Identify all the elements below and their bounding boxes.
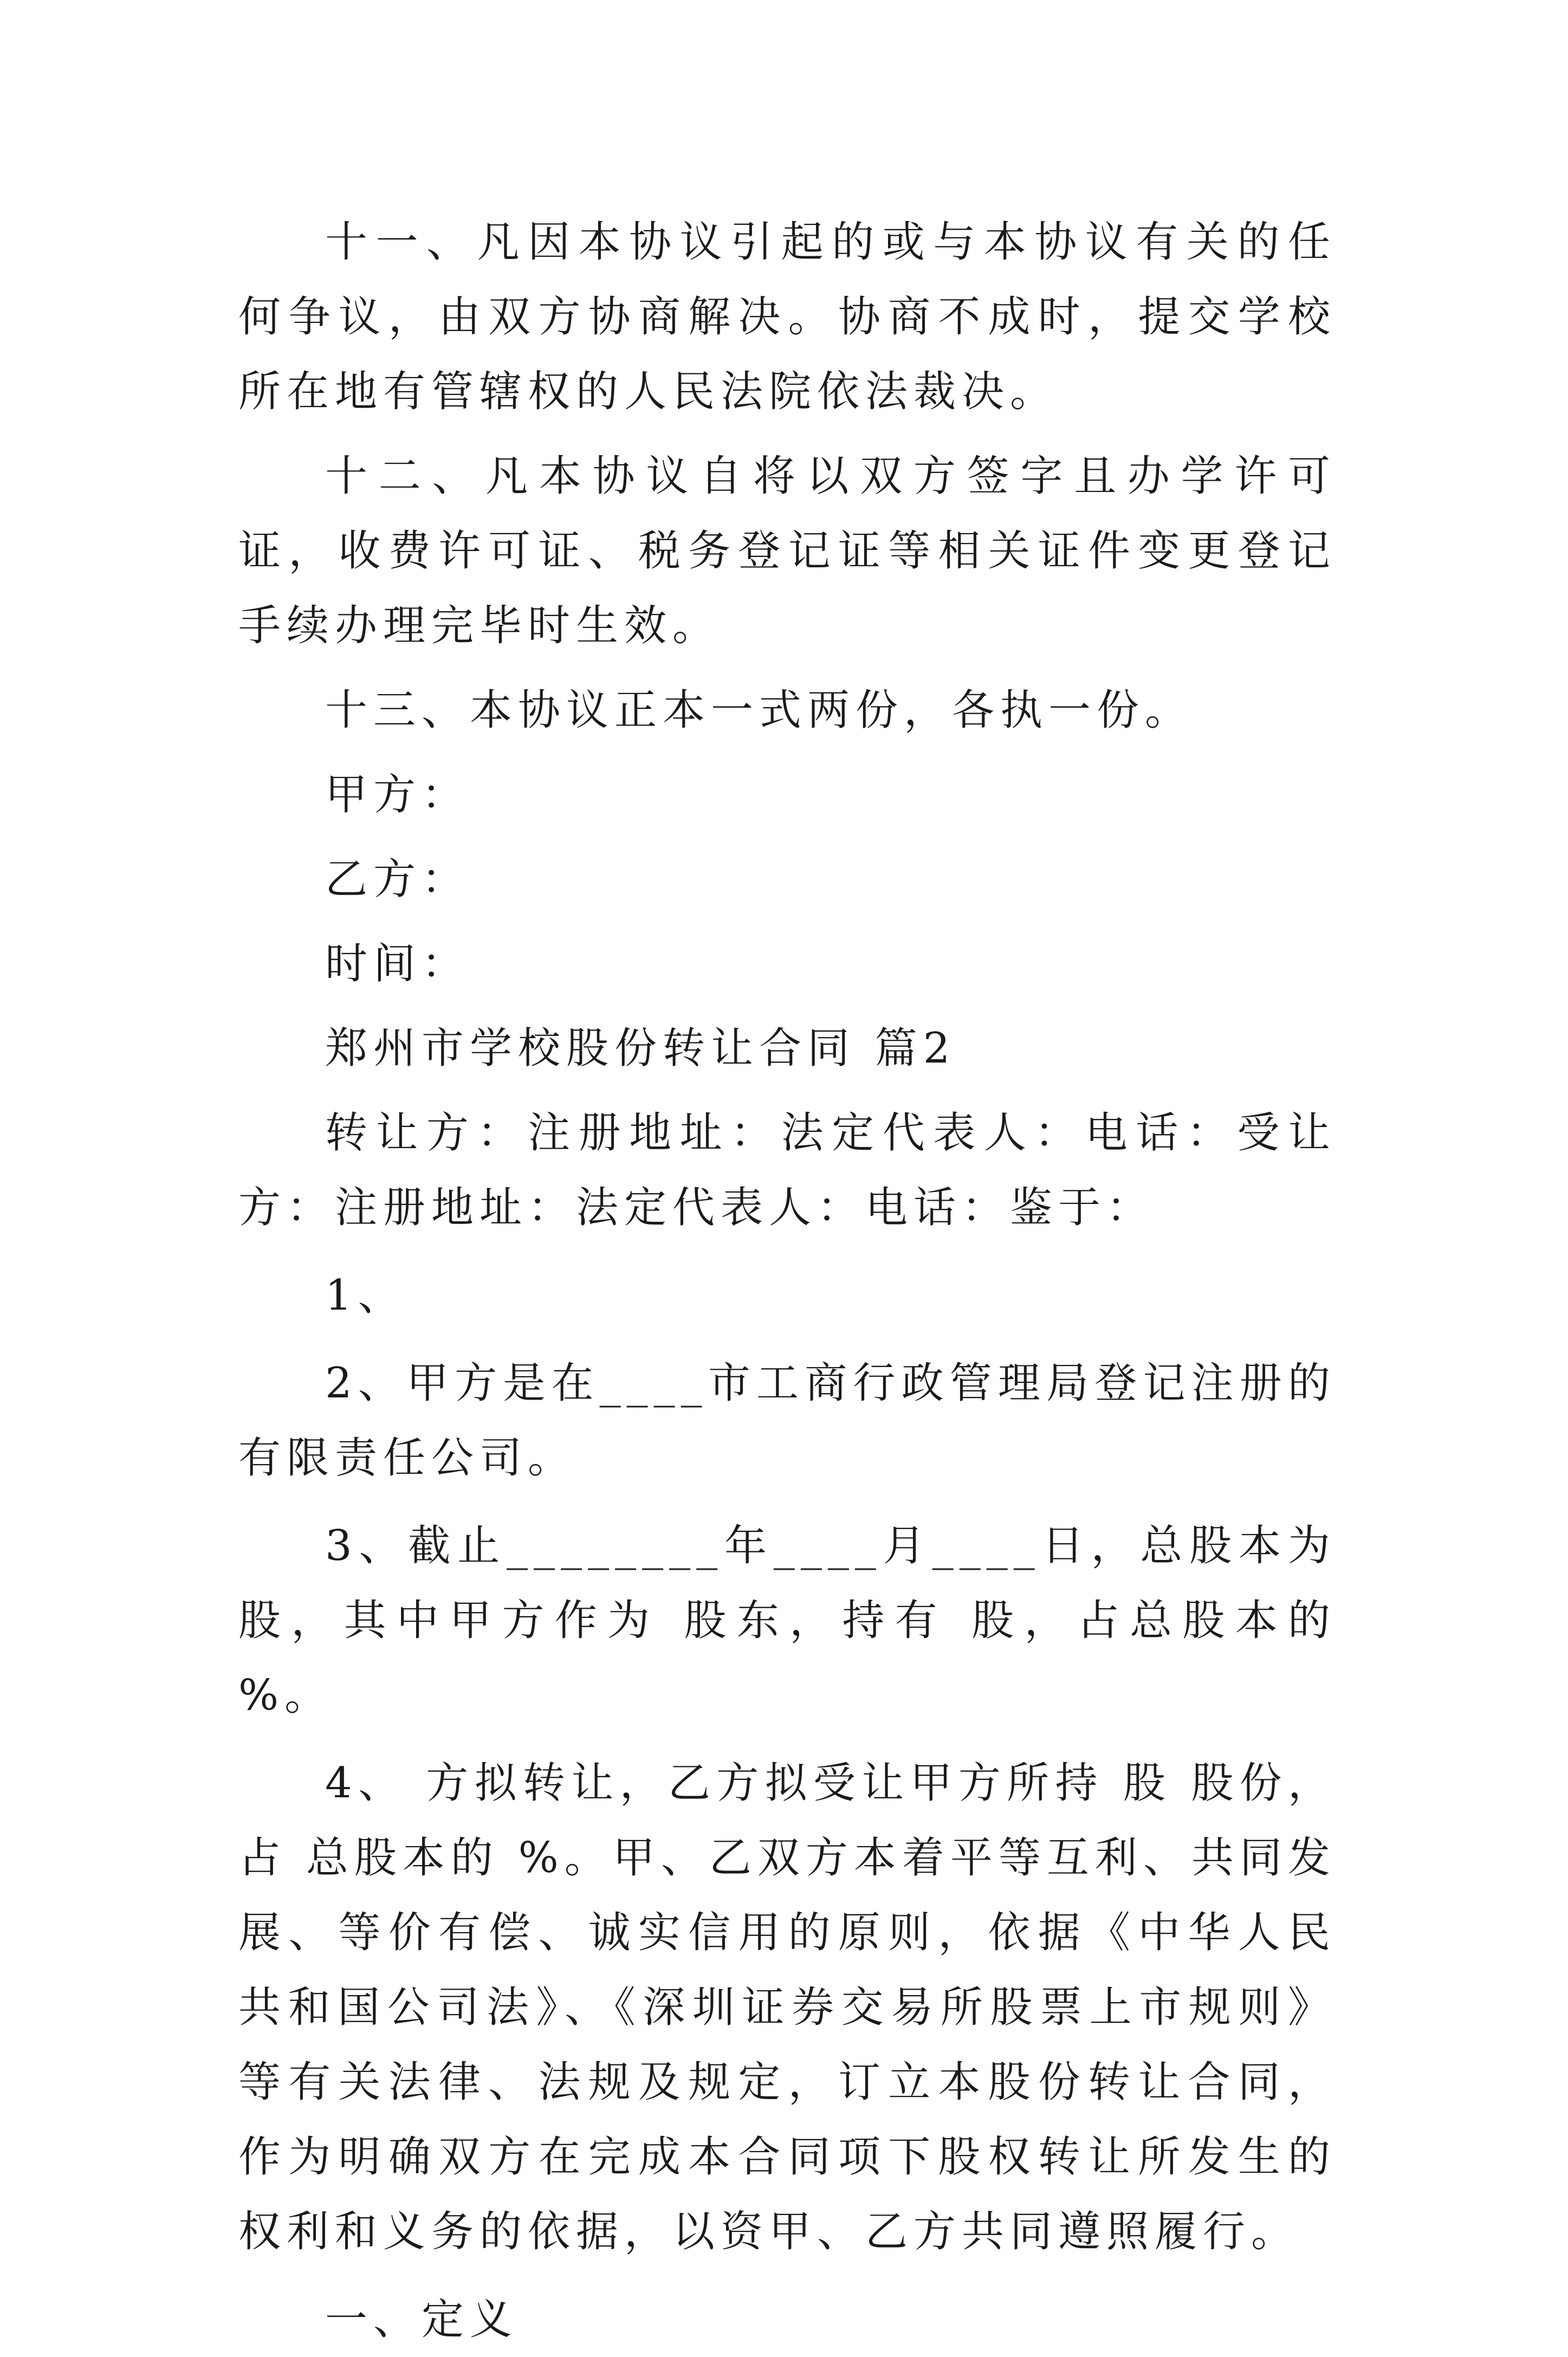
recital-3: 3、截止________年____月____日，总股本为 股，其中甲方作为 股东，持有 股，占总股本的 %。 [238,1521,1336,1720]
clause-12: 十二、凡本协议自将以双方签字且办学许可证，收费许可证、税务登记证等相关证件变更登记手续办理完毕时生效。 [238,452,1336,650]
document-body [238,205,1336,2357]
party-b-signature-line: 乙方： [325,855,470,904]
parties-info: 转让方：注册地址：法定代表人：电话：受让方：注册地址：法定代表人：电话：鉴于： [238,1109,1336,1232]
recital-4: 4、 方拟转让，乙方拟受让甲方所持 股 股份，占 总股本的 %。甲、乙双方本着平等互利、共同发展、等价有偿、诚实信用的原则，依据《中华人民共和国公司法》、《深圳证券交易所股票上市规则》等有关法律、法规及规定，订立本股份转让合同，作为明确双方在完成本合同项下股权转让所发生的权利和义务的依据，以资甲、乙方共同遵照履行。 [238,1759,1336,2256]
recital-1: 1、 [325,1271,406,1320]
recital-2: 2、甲方是在____市工商行政管理局登记注册的有限责任公司。 [238,1359,1336,1482]
section-definitions-heading: 一、定义 [325,2295,519,2344]
date-line: 时间： [325,940,470,988]
clause-11: 十一、凡因本协议引起的或与本协议有关的任何争议，由双方协商解决。协商不成时，提交学校所在地有管辖权的人民法院依法裁决。 [238,218,1336,416]
party-a-signature-line: 甲方： [325,770,470,819]
contract-title: 郑州市学校股份转让合同 篇2 [325,1024,956,1073]
clause-13: 十三、本协议正本一式两份，各执一份。 [325,686,1194,735]
